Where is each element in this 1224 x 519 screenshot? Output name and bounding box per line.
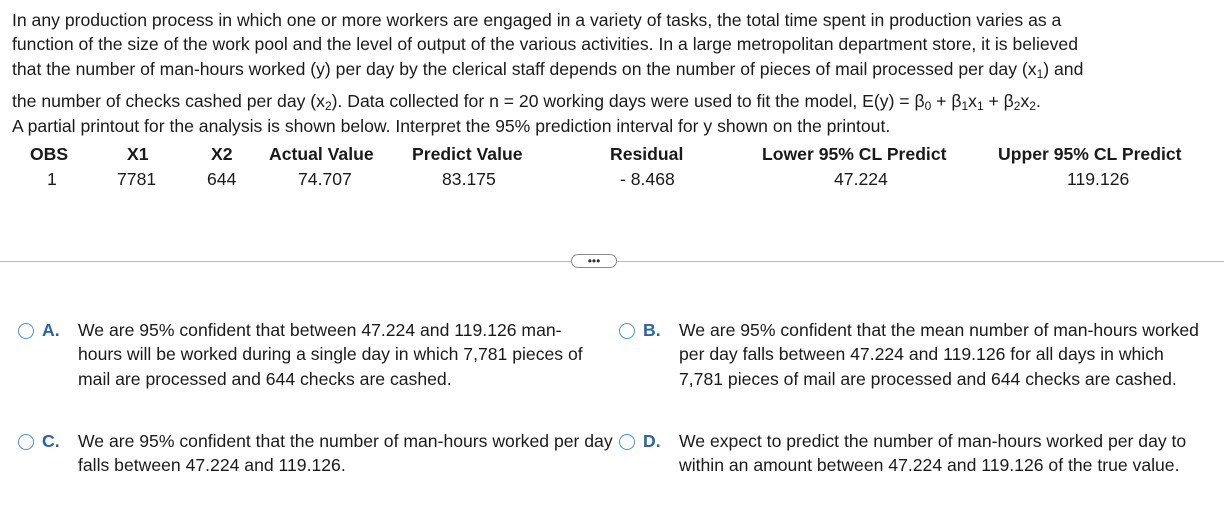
col-header-obs: OBS bbox=[30, 144, 69, 164]
radio-button-c[interactable] bbox=[18, 434, 34, 450]
col-header-actual-value: Actual Value bbox=[269, 144, 374, 164]
question-line-4 bbox=[12, 89, 1217, 113]
answer-choice-b[interactable] bbox=[619, 318, 1209, 391]
col-header-lower-cl: Lower 95% CL Predict bbox=[762, 144, 947, 164]
printout-table bbox=[10, 144, 1216, 194]
cell-lower-cl: 47.224 bbox=[834, 169, 888, 189]
cell-predict-value: 83.175 bbox=[442, 169, 496, 189]
subscript: 2 bbox=[324, 99, 332, 114]
question-line-3-text: that the number of man-hours worked (y) per day by the clerical staff depends on the number of pieces of mail processed per day (x bbox=[12, 58, 1037, 79]
question-line-4-mid: ). Data collected for n = 20 working days were used to fit the model, bbox=[331, 91, 863, 112]
question-line-4-text: the number of checks cashed per day (x bbox=[12, 91, 325, 112]
radio-button-d[interactable] bbox=[619, 434, 635, 450]
cell-obs: 1 bbox=[47, 169, 57, 189]
expand-more-button[interactable]: ••• bbox=[571, 254, 617, 268]
question-line-3 bbox=[12, 57, 1217, 81]
subscript: 2 bbox=[1013, 99, 1021, 114]
question-line-5: A partial printout for the analysis is shown below. Interpret the 95% prediction interval for y shown on the printout. bbox=[12, 115, 891, 136]
table-row bbox=[10, 169, 1216, 194]
choice-letter-a: A. bbox=[42, 320, 60, 340]
model-part: + β bbox=[983, 91, 1014, 112]
question-line-2: function of the size of the work pool and the level of output of the various activities. In a large metropolitan department store, it is believed bbox=[12, 34, 1079, 55]
cell-residual: - 8.468 bbox=[620, 169, 675, 189]
radio-button-b[interactable] bbox=[619, 323, 635, 339]
radio-button-a[interactable] bbox=[18, 323, 34, 339]
model-part: . bbox=[1035, 91, 1041, 112]
subscript: 2 bbox=[1029, 99, 1036, 114]
col-header-x1: X1 bbox=[127, 144, 149, 164]
subscript: 1 bbox=[1036, 66, 1044, 81]
cell-upper-cl: 119.126 bbox=[1067, 169, 1130, 189]
model-part: x bbox=[968, 91, 977, 112]
choice-letter-d: D. bbox=[643, 431, 661, 451]
col-header-upper-cl: Upper 95% CL Predict bbox=[998, 144, 1182, 164]
col-header-predict-value: Predict Value bbox=[412, 144, 523, 164]
answer-choice-c[interactable] bbox=[18, 429, 618, 478]
question-line-1: In any production process in which one or more workers are engaged in a variety of tasks, the total time spent in production varies as a bbox=[12, 10, 1062, 30]
cell-actual-value: 74.707 bbox=[298, 169, 352, 189]
question-text bbox=[12, 8, 1217, 138]
cell-x1: 7781 bbox=[117, 169, 157, 189]
choice-letter-b: B. bbox=[643, 320, 661, 340]
question-line-3-end: ) and bbox=[1043, 58, 1084, 79]
answer-choice-a[interactable] bbox=[18, 318, 598, 391]
table-header bbox=[10, 144, 1216, 169]
model-part: x bbox=[1020, 91, 1030, 112]
choice-text-a: We are 95% confident that between 47.224 and 119.126 man-hours will be worked during a single day in which 7,781 pieces of mail are processed and 644 checks are cashed. bbox=[78, 320, 583, 389]
col-header-residual: Residual bbox=[610, 144, 684, 164]
subscript: 1 bbox=[961, 99, 969, 114]
choice-text-c: We are 95% confident that the number of man-hours worked per day falls between 47.224 and 119.126. bbox=[78, 431, 613, 476]
subscript: 1 bbox=[976, 99, 984, 114]
choice-text-d: We expect to predict the number of man-hours worked per day to within an amount between 47.224 and 119.126 of the true value. bbox=[679, 431, 1187, 476]
model-part: + β bbox=[931, 91, 962, 112]
choice-text-b: We are 95% confident that the mean number of man-hours worked per day falls between 47.224 and 119.126 for all days in which 7,781 pieces of mail are processed and 644 checks are cashed. bbox=[679, 320, 1199, 389]
subscript: 0 bbox=[924, 99, 932, 114]
choice-letter-c: C. bbox=[42, 431, 60, 451]
cell-x2: 644 bbox=[207, 169, 237, 189]
answer-choice-d[interactable] bbox=[619, 429, 1209, 478]
model-equation bbox=[862, 91, 1041, 114]
col-header-x2: X2 bbox=[211, 144, 233, 164]
model-part: E(y) = β bbox=[862, 91, 925, 112]
